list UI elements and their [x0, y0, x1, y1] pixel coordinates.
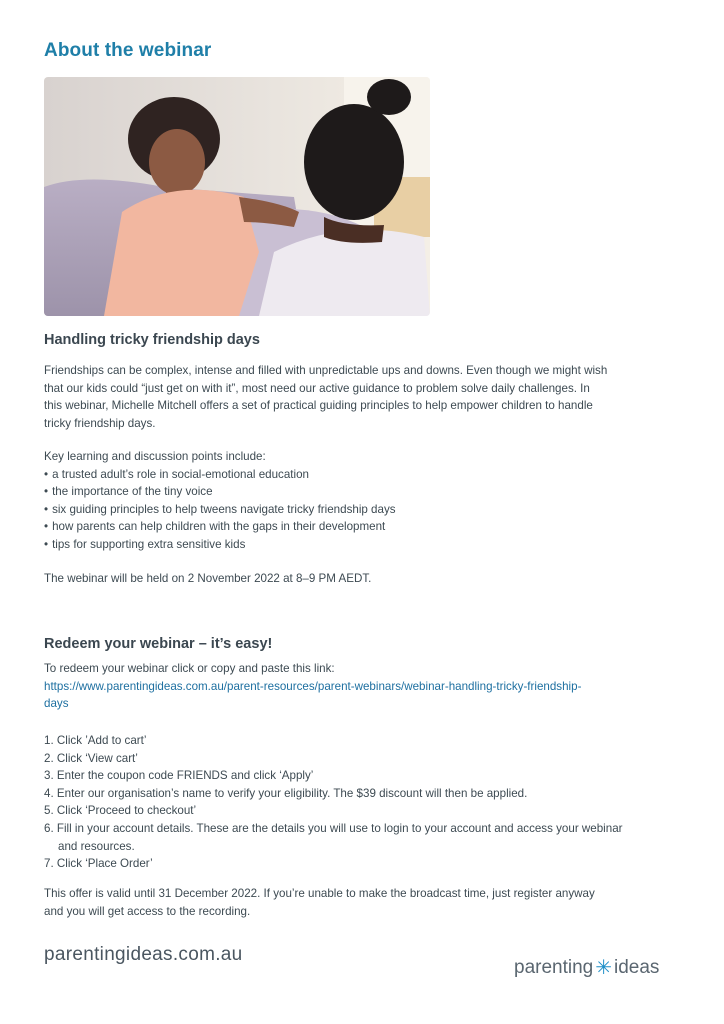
step-item: 6. Fill in your account details. These are the details you will use to login to your account and access your webinar and resources.	[44, 821, 623, 853]
logo-text-parenting: parenting	[514, 956, 594, 978]
key-points	[44, 448, 684, 554]
validity-line: and you will get access to the recording.	[44, 904, 251, 918]
redeem-steps	[44, 732, 644, 873]
hero-image	[44, 77, 430, 316]
redeem-link[interactable]	[44, 678, 684, 713]
list-item: • six guiding principles to help tweens navigate tricky friendship days	[44, 501, 684, 519]
logo-text-ideas: ideas	[614, 956, 660, 978]
steps-list	[44, 732, 644, 873]
step-item: 5. Click ‘Proceed to checkout’	[44, 804, 197, 818]
logo-star-icon: ✳	[595, 957, 612, 979]
intro-line: this webinar, Michelle Mitchell offers a set of practical guiding principles to help empower children to handle	[44, 399, 593, 413]
list-item: • tips for supporting extra sensitive kids	[44, 536, 684, 554]
step-item: 3. Enter the coupon code FRIENDS and click ‘Apply’	[44, 769, 314, 783]
intro-line: tricky friendship days.	[44, 416, 156, 430]
redeem-intro	[44, 660, 684, 713]
section-heading-friendship: Handling tricky friendship days	[44, 332, 260, 348]
list-item: • the importance of the tiny voice	[44, 483, 684, 501]
intro-line: that our kids could “just get on with it”, most need our active guidance to problem solve daily challenges. In	[44, 381, 590, 395]
validity-line: This offer is valid until 31 December 2022. If you’re unable to make the broadcast time, just register anyway	[44, 887, 595, 900]
parentingideas-logo	[514, 955, 659, 980]
intro-line: Friendships can be complex, intense and filled with unpredictable ups and downs. Even though we might wish	[44, 364, 608, 377]
step-item: 2. Click ‘View cart’	[44, 751, 138, 765]
list-item: • a trusted adult’s role in social-emotional education	[44, 466, 684, 484]
list-item: • how parents can help children with the gaps in their development	[44, 518, 684, 536]
webinar-date-note	[44, 570, 684, 588]
key-points-list	[44, 466, 684, 554]
photo-illustration	[44, 77, 430, 316]
redeem-intro-text: To redeem your webinar click or copy and paste this link:	[44, 662, 335, 675]
key-points-intro: Key learning and discussion points include:	[44, 450, 266, 463]
date-note-text: The webinar will be held on 2 November 2022 at 8–9 PM AEDT.	[44, 572, 372, 585]
step-item: 4. Enter our organisation’s name to verify your eligibility. The $39 discount will then be applied.	[44, 786, 528, 800]
footer-website[interactable]: parentingideas.com.au	[44, 944, 243, 965]
redeem-link-line2[interactable]: days	[44, 697, 69, 711]
section-heading-redeem: Redeem your webinar – it’s easy!	[44, 636, 273, 652]
page-title: About the webinar	[44, 40, 212, 61]
section1-body	[44, 362, 684, 432]
step-item: 7. Click ‘Place Order’	[44, 857, 153, 871]
redeem-link-line1[interactable]: https://www.parentingideas.com.au/parent-resources/parent-webinars/webinar-handling-tricky-friendship-	[44, 679, 582, 693]
step-item: 1. Click ’Add to cart’	[44, 734, 147, 747]
offer-validity	[44, 885, 684, 920]
